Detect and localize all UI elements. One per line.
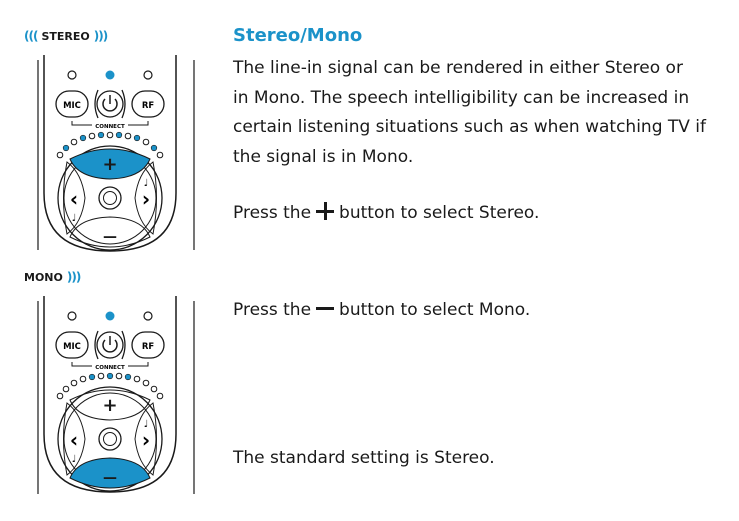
mic-button[interactable] — [56, 332, 88, 358]
remote-stereo-illustration — [30, 55, 200, 260]
description-line: The line-in signal can be rendered in either Stereo or — [233, 58, 683, 78]
sound-waves-left-icon: ((( — [24, 29, 38, 43]
led-right — [144, 312, 152, 320]
power-icon — [103, 95, 117, 111]
power-button[interactable] — [95, 90, 125, 118]
plus-symbol: + — [102, 395, 118, 416]
rf-button[interactable] — [132, 332, 164, 358]
mic-label: MIC — [63, 342, 81, 352]
music-note-icon: ♩ — [71, 454, 77, 465]
led-right — [144, 71, 152, 79]
music-note-icon: ♩ — [143, 178, 149, 189]
mono-instruction — [233, 296, 530, 326]
mono-mode-label — [24, 270, 80, 284]
stereo-instruction — [233, 199, 539, 229]
description-paragraph — [233, 54, 723, 172]
minus-icon — [315, 298, 335, 318]
plus-button[interactable] — [70, 149, 150, 179]
right-chevron-icon: › — [141, 187, 151, 211]
description-line: certain listening situations such as when watching TV if — [233, 117, 707, 137]
led-left — [68, 312, 76, 320]
music-note-icon: ♩ — [143, 419, 149, 430]
power-icon — [103, 336, 117, 352]
remote-mono-illustration — [30, 296, 200, 501]
center-button[interactable] — [99, 187, 121, 209]
minus-symbol: — — [103, 229, 117, 245]
plus-button[interactable] — [70, 390, 150, 420]
instruction-text: button to select Stereo. — [339, 203, 540, 223]
led-left — [68, 71, 76, 79]
instruction-text: Press the — [233, 203, 312, 223]
power-button[interactable] — [95, 331, 125, 359]
mic-button[interactable] — [56, 91, 88, 117]
plus-symbol: + — [102, 154, 118, 175]
led-center-active — [106, 71, 115, 80]
description-line: in Mono. The speech intelligibility can be increased in — [233, 87, 690, 108]
rf-label: RF — [141, 101, 155, 111]
minus-button[interactable] — [70, 458, 150, 488]
rf-button[interactable] — [132, 91, 164, 117]
minus-symbol: — — [103, 470, 117, 486]
rf-label: RF — [141, 342, 155, 352]
minus-button[interactable] — [70, 217, 150, 247]
connect-label: CONNECT — [95, 124, 125, 130]
instruction-text: Press the — [233, 300, 312, 320]
mono-label-text: MONO — [24, 270, 63, 284]
left-chevron-icon: ‹ — [69, 428, 79, 452]
section-title: Stereo/Mono — [233, 25, 363, 46]
mic-label: MIC — [63, 101, 81, 111]
music-note-icon: ♩ — [71, 213, 77, 224]
plus-icon — [315, 201, 335, 221]
description-line: the signal is in Mono. — [233, 146, 414, 167]
connect-label: CONNECT — [95, 365, 125, 371]
right-chevron-icon: › — [141, 428, 151, 452]
center-button[interactable] — [99, 428, 121, 450]
sound-waves-right-icon: ))) — [66, 270, 81, 284]
stereo-label-text: STEREO — [41, 29, 90, 43]
standard-setting-note: The standard setting is Stereo. — [233, 448, 495, 468]
left-chevron-icon: ‹ — [69, 187, 79, 211]
instruction-text: button to select Mono. — [339, 300, 531, 320]
led-center-active — [106, 312, 115, 321]
sound-waves-right-icon: ))) — [93, 29, 108, 43]
stereo-mode-label — [24, 29, 107, 43]
